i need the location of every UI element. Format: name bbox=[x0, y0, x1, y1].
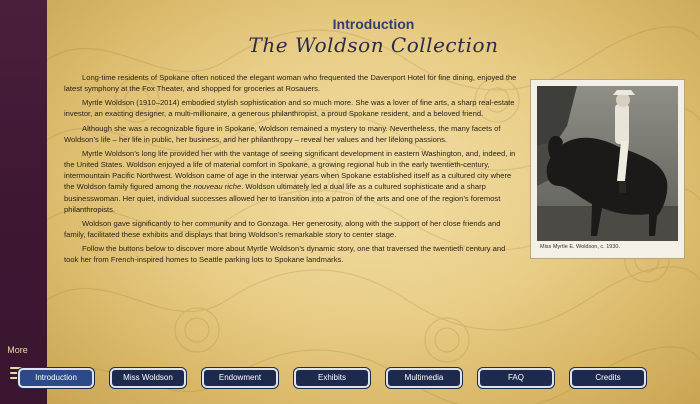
paragraph: Long-time residents of Spokane often noticed the elegant woman who frequented the Davenport Hotel for fine dining, enjoyed the latest symphony at the Fox Theater, and shopped for groceries at Rosauers. bbox=[64, 73, 517, 94]
main-content bbox=[47, 0, 700, 404]
page-title: Introduction bbox=[332, 16, 415, 32]
nav-faq-button[interactable]: FAQ bbox=[478, 368, 554, 388]
woldson-horse-photo bbox=[537, 86, 678, 241]
photo-frame bbox=[530, 79, 685, 259]
paragraph bbox=[64, 148, 519, 215]
paragraph-text: . Woldson ultimately led a dual life as a cultured sophisticate and a sharp businesswoman. Her quiet, individual successes allowed her to transition into a patron of the arts and one of the region’s foremost philanthropists. bbox=[64, 182, 501, 214]
photo-caption: Miss Myrtle E. Woldson, c. 1930. bbox=[540, 244, 620, 250]
paragraph-text: Myrtle Woldson’s long life provided her with the vantage of seeing significant development in eastern Washington, and, indeed, in the United States. Woldson enjoyed a life of material comfort in Spokane, a growing regional hub in the early twentieth-century, intermountain Pacific Northwest. Woldson came of age in the interwar years when Spokane established itself as a cultured city where the Woldson family figured among the bbox=[64, 148, 516, 192]
nav-miss-woldson-button[interactable]: Miss Woldson bbox=[110, 368, 186, 388]
nav-credits-button[interactable]: Credits bbox=[570, 368, 646, 388]
nav-multimedia-button[interactable]: Multimedia bbox=[386, 368, 462, 388]
more-label: More bbox=[7, 345, 28, 355]
nav-introduction-button[interactable]: Introduction bbox=[18, 368, 94, 388]
paragraph: Woldson gave significantly to her community and to Gonzaga. Her generosity, along with the support of her close friends and family, facilitated these exhibits and displays that bring Woldson’s remarkable story to center stage. bbox=[64, 218, 501, 240]
bottom-nav bbox=[18, 368, 648, 388]
article-text bbox=[64, 72, 519, 269]
nav-exhibits-button[interactable]: Exhibits bbox=[294, 368, 370, 388]
sidebar bbox=[0, 0, 47, 404]
paragraph: Follow the buttons below to discover more about Myrtle Woldson’s dynamic story, one that traversed the twentieth century and took her from French-inspired homes to Seattle parking lots to Spokane landmarks. bbox=[64, 244, 506, 265]
nav-endowment-button[interactable]: Endowment bbox=[202, 368, 278, 388]
paragraph: Although she was a recognizable figure in Spokane, Woldson remained a mystery to many. Nevertheless, the many facets of Woldson’s life – her life in public, her business, and her philanthropy – reveal her values and her lifelong passions. bbox=[64, 123, 501, 144]
paragraph: Myrtle Woldson (1910–2014) embodied stylish sophistication and so much more. She was a lover of fine arts, a sharp real-estate investor, an exacting designer, a multi-millionaire, a generous philanthropist, a proud Spokane resident, and a beloved friend. bbox=[64, 98, 515, 119]
emphasis-text: nouveau riche bbox=[193, 182, 242, 192]
collection-subtitle: The Woldson Collection bbox=[248, 33, 499, 57]
